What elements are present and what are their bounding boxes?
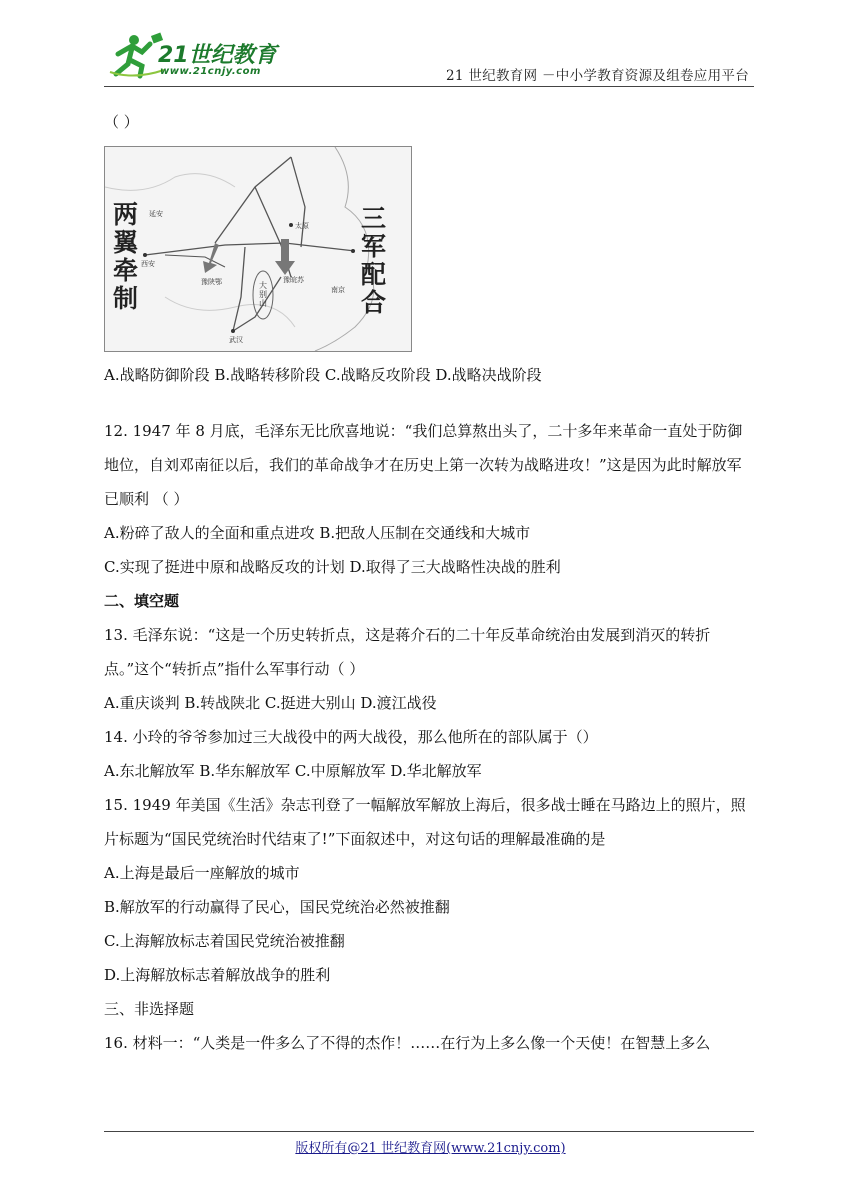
- campaign-map: [104, 146, 412, 352]
- q15-option-b: B.解放军的行动赢得了民心，国民党统治必然被推翻: [104, 898, 450, 916]
- q14-options: A.东北解放军 B.华东解放军 C.中原解放军 D.华北解放军: [104, 762, 482, 780]
- map-label-xian: 西安: [141, 260, 155, 268]
- left-caption-char: 翼: [113, 228, 139, 257]
- right-caption-char: 合: [361, 288, 387, 317]
- right-caption-char: 配: [361, 260, 387, 289]
- q13-options: A.重庆谈判 B.转战陕北 C.挺进大别山 D.渡江战役: [104, 694, 437, 712]
- q15-option-a: A.上海是最后一座解放的城市: [104, 864, 300, 882]
- section-title-fill-in: 二、填空题: [104, 592, 180, 610]
- map-left-caption: [113, 201, 138, 313]
- q11-options: A.战略防御阶段 B.战略转移阶段 C.战略反攻阶段 D.战略决战阶段: [104, 366, 542, 384]
- q16-stem: 16. 材料一：“人类是一件多么了不得的杰作！……在行为上多么像一个天使！在智慧上多么: [104, 1034, 711, 1052]
- footer: [0, 1137, 861, 1156]
- map-label-yuwansu: 豫皖苏: [283, 276, 304, 284]
- page-content: [104, 112, 754, 1060]
- map-label-yanan: 延安: [149, 210, 163, 218]
- left-caption-char: 制: [113, 284, 139, 313]
- copyright-link[interactable]: 版权所有@21 世纪教育网(www.21cnjy.com): [295, 1141, 566, 1156]
- left-caption-char: 两: [113, 200, 139, 229]
- header-divider: [104, 86, 754, 87]
- right-caption-char: 三: [361, 204, 387, 233]
- q11-blank: （ ）: [104, 113, 139, 131]
- map-label-jinan: 太原: [295, 222, 309, 230]
- left-caption-char: 牵: [113, 256, 139, 285]
- dabieshan-char: 别: [259, 290, 267, 299]
- q13-stem: 13. 毛泽东说：“这是一个历史转折点，这是蒋介石的二十年反革命统治由发展到消灭的转折点。”这个“转折点”指什么军事行动（ ）: [104, 626, 711, 678]
- map-label-dabieshan: [259, 281, 267, 308]
- dabieshan-char: 大: [259, 281, 267, 290]
- q15-stem: 15. 1949 年美国《生活》杂志刊登了一幅解放军解放上海后，很多战士睡在马路边上的照片，照片标题为“国民党统治时代结束了!”下面叙述中，对这句话的理解最准确的是: [104, 796, 746, 848]
- dabieshan-char: 山: [259, 299, 267, 308]
- logo-text: 21世纪教育: [158, 43, 277, 68]
- logo-url: www.21cnjy.com: [160, 66, 261, 77]
- q12-options-cd: C.实现了挺进中原和战略反攻的计划 D.取得了三大战略性决战的胜利: [104, 558, 561, 576]
- q15-option-d: D.上海解放标志着解放战争的胜利: [104, 966, 331, 984]
- q15-option-c: C.上海解放标志着国民党统治被推翻: [104, 932, 345, 950]
- site-logo: [104, 30, 284, 82]
- header-site-slogan: 21 世纪教育网 －中小学教育资源及组卷应用平台: [446, 68, 749, 84]
- map-label-wuhan: 武汉: [229, 336, 243, 344]
- right-caption-char: 军: [361, 232, 387, 261]
- section-title-non-choice: 三、非选择题: [104, 1000, 195, 1018]
- map-label-yushane: 豫陕鄂: [201, 278, 222, 286]
- footer-divider: [104, 1131, 754, 1132]
- map-label-nanjing: 南京: [331, 286, 345, 294]
- map-right-caption: [361, 205, 386, 317]
- q12-options-ab: A.粉碎了敌人的全面和重点进攻 B.把敌人压制在交通线和大城市: [104, 524, 531, 542]
- q14-stem: 14. 小玲的爷爷参加过三大战役中的两大战役，那么他所在的部队属于（）: [104, 728, 598, 746]
- q12-stem: 12. 1947 年 8 月底，毛泽东无比欣喜地说：“我们总算熬出头了，二十多年来革命一直处于防御地位，自刘邓南征以后，我们的革命战争才在历史上第一次转为战略进攻！”这是因为此时解放军已顺利 （ ）: [104, 422, 743, 508]
